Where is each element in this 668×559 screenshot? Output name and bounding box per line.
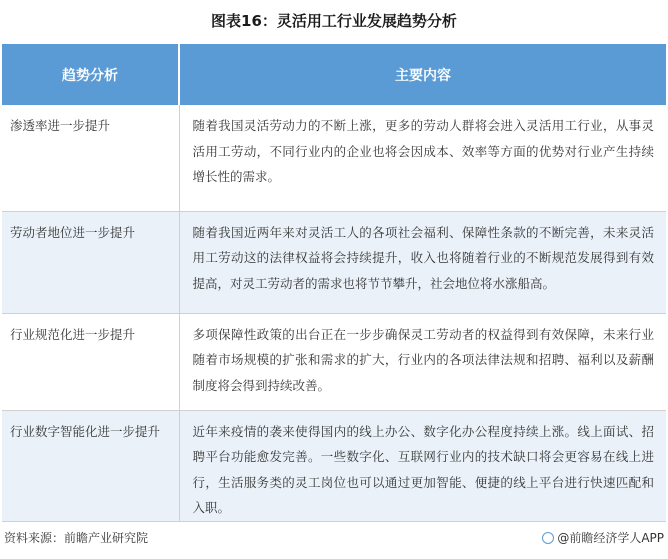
brand-credit — [542, 529, 664, 546]
chart-title: 图表16：灵活用工行业发展趋势分析 — [211, 12, 457, 30]
table-row — [2, 410, 666, 521]
source-note: 资料来源：前瞻产业研究院 — [4, 531, 149, 545]
header-trend: 趋势分析 — [2, 44, 179, 105]
table-row — [2, 211, 666, 313]
table-row — [2, 105, 666, 211]
header-content: 主要内容 — [179, 44, 666, 105]
trend-cell: 行业规范化进一步提升 — [2, 313, 179, 410]
qianzhan-logo-icon — [542, 532, 554, 544]
table-header-row — [2, 44, 666, 105]
trend-cell: 劳动者地位进一步提升 — [2, 211, 179, 313]
brand-label: @前瞻经济学人APP — [557, 531, 664, 545]
table-row — [2, 313, 666, 410]
trend-cell: 渗透率进一步提升 — [2, 105, 179, 211]
content-cell: 多项保障性政策的出台正在一步步确保灵工劳动者的权益得到有效保障，未来行业随着市场规模的扩张和需求的扩大，行业内的各项法律法规和招聘、福利以及薪酬制度将会得到持续改善。 — [179, 313, 666, 410]
content-cell: 随着我国灵活劳动力的不断上涨，更多的劳动人群将会进入灵活用工行业，从事灵活用工劳动，不同行业内的企业也将会因成本、效率等方面的优势对行业产生持续增长性的需求。 — [179, 105, 666, 211]
content-cell: 随着我国近两年来对灵活工人的各项社会福利、保障性条款的不断完善，未来灵活用工劳动这的法律权益将会持续提升，收入也将随着行业的不断规范发展得到有效提高，对灵工劳动者的需求也将节节攀升，社会地位将水涨船高。 — [179, 211, 666, 313]
content-cell: 近年来疫情的袭来使得国内的线上办公、数字化办公程度持续上涨。线上面试、招聘平台功能愈发完善。一些数字化、互联网行业内的技术缺口将会更容易在线上进行，生活服务类的灵工岗位也可以通过更加智能、便捷的线上平台进行快速匹配和入职。 — [179, 410, 666, 521]
trend-cell: 行业数字智能化进一步提升 — [2, 410, 179, 521]
trend-table — [2, 44, 666, 522]
